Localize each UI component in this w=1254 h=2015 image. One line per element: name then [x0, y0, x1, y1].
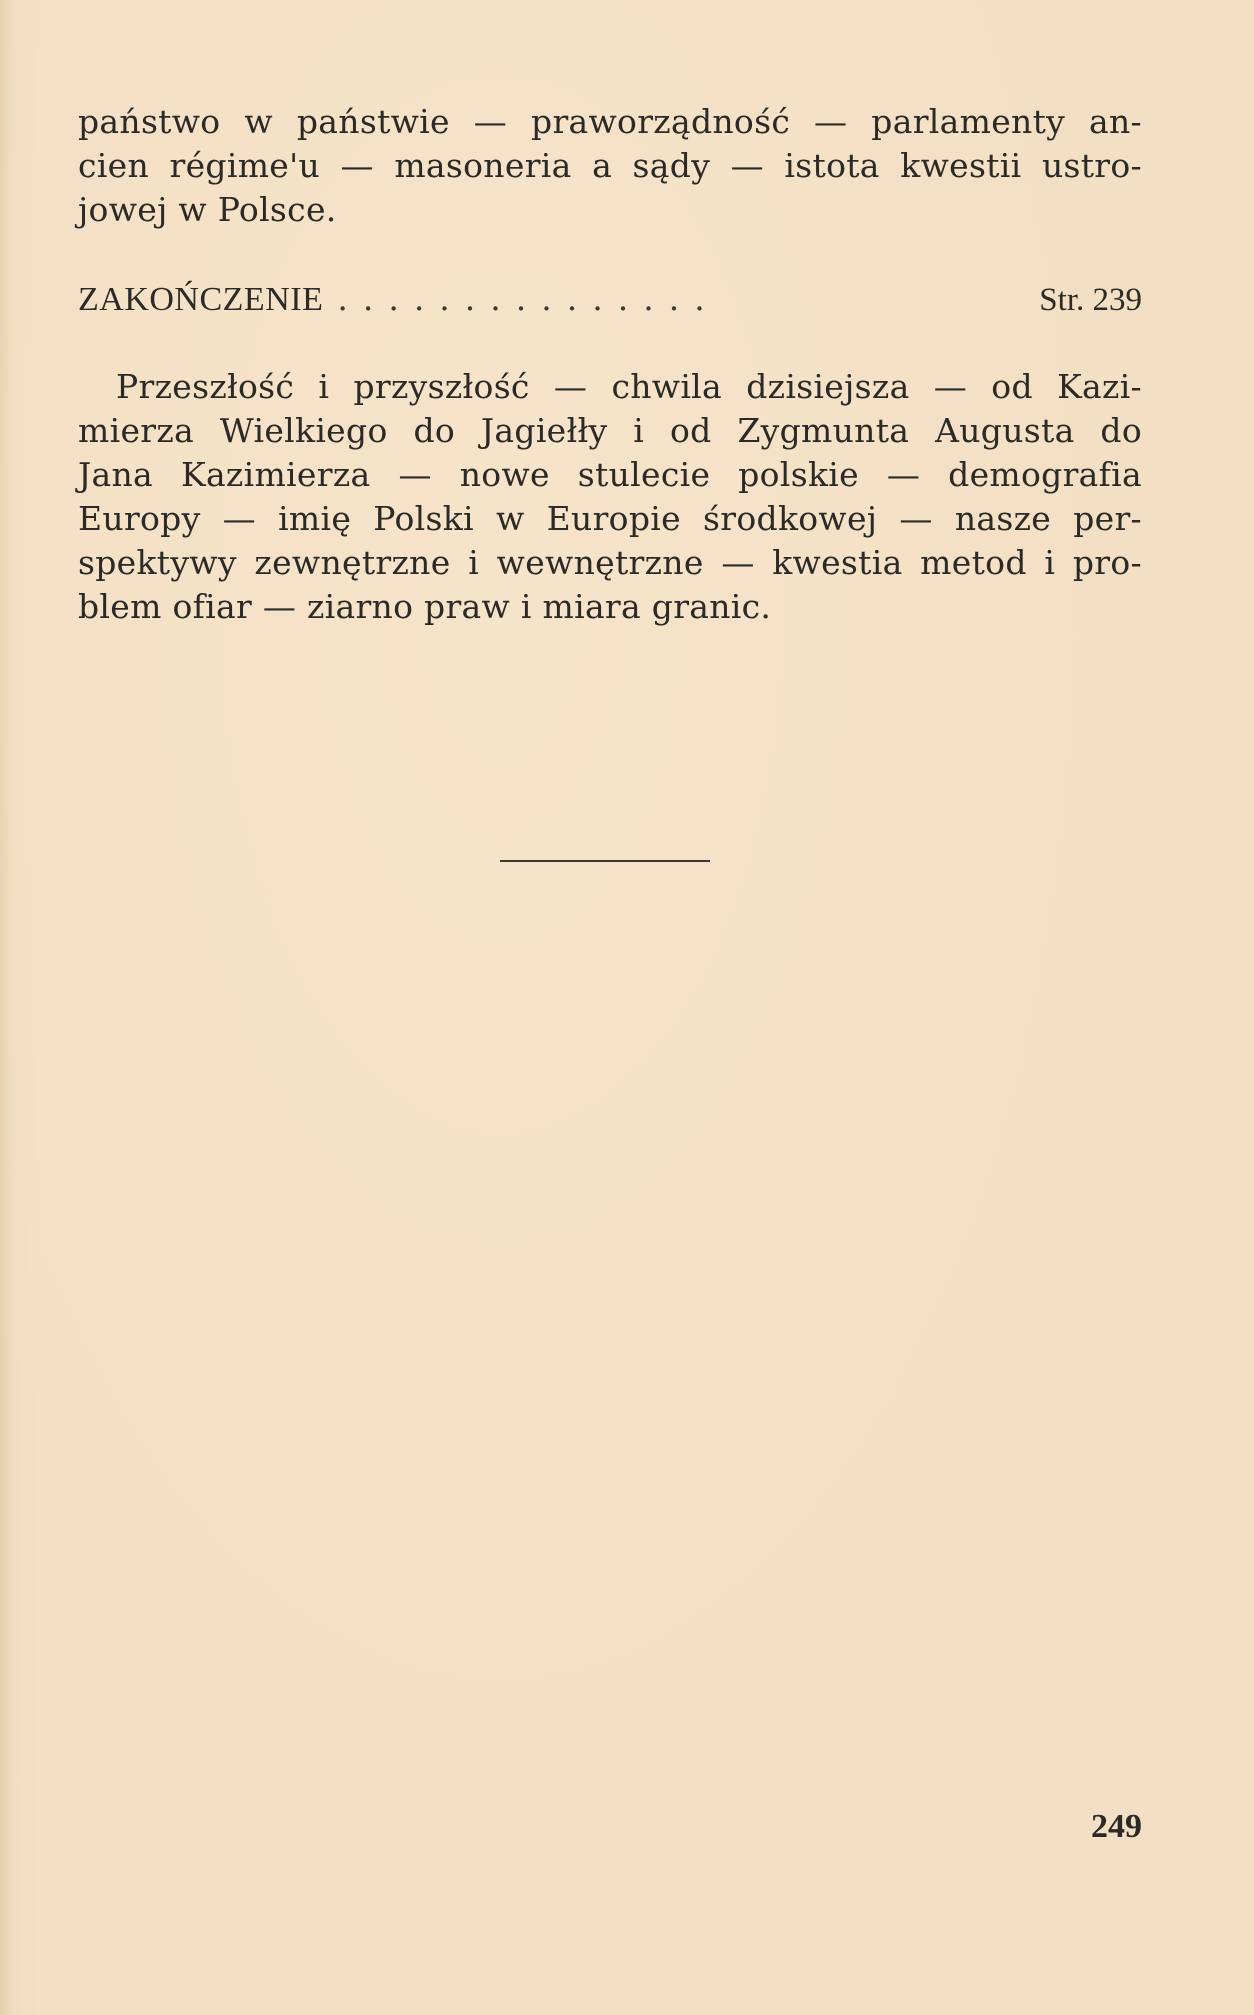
intro-line: państwo w państwie — praworządność — parlamenty an- [78, 102, 1142, 141]
intro-paragraph [78, 100, 1142, 232]
summary-line: mierza Wielkiego do Jagiełły i od Zygmunta Augusta do [78, 411, 1142, 450]
toc-dot-leader: ............... [337, 279, 720, 318]
section-divider-rule [500, 860, 710, 862]
toc-entry-zakonczenie [78, 277, 1142, 321]
summary-line: Jana Kazimierza — nowe stulecie polskie — demografia [78, 455, 1142, 494]
summary-paragraph [78, 365, 1142, 629]
toc-page-reference: Str. 239 [1039, 282, 1142, 318]
summary-line: blem ofiar — ziarno praw i miara granic. [78, 587, 772, 626]
summary-line: Przeszłość i przyszłość — chwila dzisiejsza — od Kazi- [116, 367, 1142, 406]
toc-entry-title: ZAKOŃCZENIE [78, 281, 324, 318]
page-number: 249 [1091, 1808, 1142, 1845]
intro-line: jowej w Polsce. [78, 190, 337, 229]
intro-line: cien régime'u — masoneria a sądy — istota kwestii ustro- [78, 146, 1142, 185]
summary-line: Europy — imię Polski w Europie środkowej — nasze per- [78, 499, 1142, 538]
summary-line: spektywy zewnętrzne i wewnętrzne — kwestia metod i pro- [78, 543, 1142, 582]
